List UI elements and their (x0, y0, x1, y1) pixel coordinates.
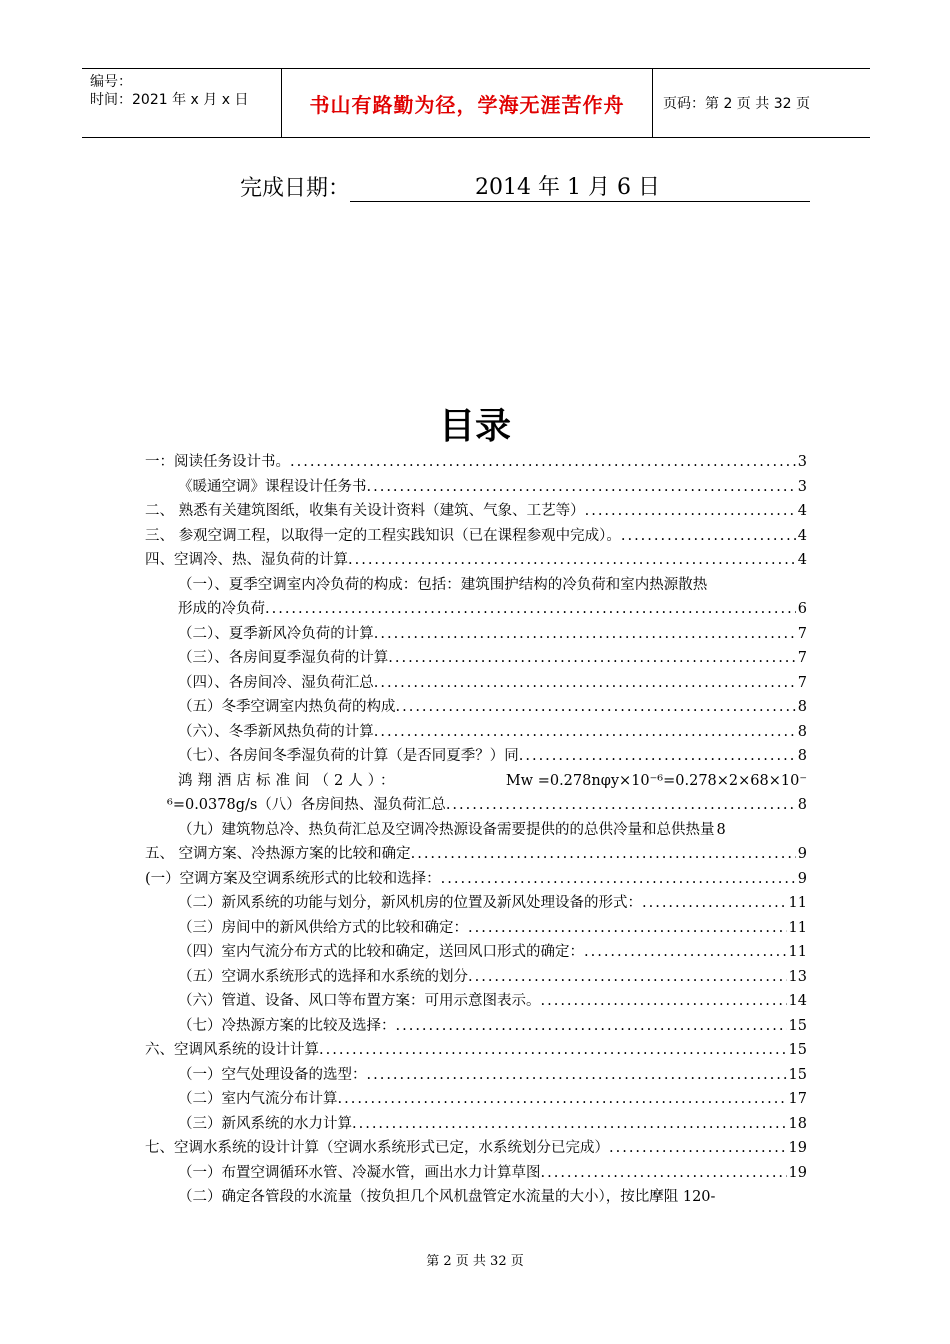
completion-value: 2014 年 1 月 6 日 (350, 170, 810, 202)
toc-entry[interactable]: （四）室内气流分布方式的比较和确定，送回风口形式的确定： ..... 11 (145, 940, 807, 965)
toc-entry[interactable]: 形成的冷负荷 ..... 6 (145, 597, 807, 622)
toc-entry[interactable]: （一）空气处理设备的选型： ..... 15 (145, 1063, 807, 1088)
toc-entry[interactable]: （二）室内气流分布计算 ..... 17 (145, 1087, 807, 1112)
motto: 书山有路勤为径，学海无涯苦作舟 (282, 69, 653, 137)
toc-entry[interactable]: 六、空调风系统的设计计算 ..... 15 (145, 1038, 807, 1063)
toc-entry[interactable]: （二）、夏季新风冷负荷的计算 ..... 7 (145, 622, 807, 647)
toc-entry[interactable]: 《暖通空调》课程设计任务书 ..... 3 (145, 475, 807, 500)
toc-entry[interactable]: （六）管道、设备、风口等布置方案：可用示意图表示。 ..... 14 (145, 989, 807, 1014)
toc-entry[interactable]: 三、 参观空调工程，以取得一定的工程实践知识（已在课程参观中完成）。 ..... 4 (145, 524, 807, 549)
page-footer: 第 2 页 共 32 页 (426, 1254, 524, 1269)
toc-entry[interactable]: （六）、冬季新风热负荷的计算 ..... 8 (145, 720, 807, 745)
toc-entry[interactable]: 二、 熟悉有关建筑图纸，收集有关设计资料（建筑、气象、工艺等） ..... 4 (145, 499, 807, 524)
time-label: 时间：2021 年 x 月 x 日 (90, 92, 249, 108)
header-page-info: 页码：第 2 页 共 32 页 (663, 96, 810, 112)
toc-entry[interactable]: （九）建筑物总冷、热负荷汇总及空调冷热源设备需要提供的的总供冷量和总供热量 8 (178, 821, 726, 838)
toc-entry[interactable]: 四、空调冷、热、湿负荷的计算 ..... 4 (145, 548, 807, 573)
toc-entry[interactable]: （五）空调水系统形式的选择和水系统的划分 ..... 13 (145, 965, 807, 990)
toc-entry[interactable]: （三）、各房间夏季湿负荷的计算 ..... 7 (145, 646, 807, 671)
formula-text: Mw =0.278nφy×10⁻⁶=0.278×2×68×10⁻ (505, 772, 807, 789)
toc-entry[interactable]: （五）冬季空调室内热负荷的构成 ..... 8 (145, 695, 807, 720)
toc-entry[interactable]: （三）新风系统的水力计算 ..... 18 (145, 1112, 807, 1137)
header-meta (82, 69, 282, 137)
toc-entry[interactable]: 一：阅读任务设计书。 ..... 3 (145, 450, 807, 475)
toc-entry[interactable]: （三）房间中的新风供给方式的比较和确定： ..... 11 (145, 916, 807, 941)
toc-entry[interactable]: （四）、各房间冷、湿负荷汇总 ..... 7 (145, 671, 807, 696)
table-of-contents (145, 450, 807, 1210)
toc-entry[interactable]: （七）冷热源方案的比较及选择： ..... 15 (145, 1014, 807, 1039)
toc-entry[interactable]: ⁶=0.0378g/s（八）各房间热、湿负荷汇总 ..... 8 (145, 793, 807, 818)
toc-entry[interactable]: 五、 空调方案、冷热源方案的比较和确定 ..... 9 (145, 842, 807, 867)
toc-entry[interactable]: （七）、各房间冬季湿负荷的计算（是否同夏季？）同 ..... 8 (145, 744, 807, 769)
completion-label: 完成日期： (240, 176, 351, 201)
toc-title: 目录 (438, 406, 511, 447)
toc-entry[interactable]: (一）空调方案及空调系统形式的比较和选择： ..... 9 (145, 867, 807, 892)
toc-entry[interactable]: （二）确定各管段的水流量（按负担几个风机盘管定水流量的大小），按比摩阻 120- (178, 1189, 716, 1205)
toc-entry[interactable]: （一）、夏季空调室内冷负荷的构成：包括：建筑围护结构的冷负荷和室内热源散热 (178, 576, 708, 593)
page-header (82, 68, 870, 138)
toc-entry[interactable]: （一）布置空调循环水管、冷凝水管，画出水力计算草图 ..... 19 (145, 1161, 807, 1186)
toc-entry[interactable]: （二）新风系统的功能与划分，新风机房的位置及新风处理设备的形式： ..... 11 (145, 891, 807, 916)
formula-label: 鸿翔酒店标准间（2人）： (178, 772, 400, 789)
toc-entry-formula[interactable] (145, 769, 807, 794)
toc-entry[interactable]: 七、空调水系统的设计计算（空调水系统形式已定，水系统划分已完成） ..... 19 (145, 1136, 807, 1161)
completion-date (240, 170, 810, 202)
number-label: 编号： (90, 74, 132, 90)
